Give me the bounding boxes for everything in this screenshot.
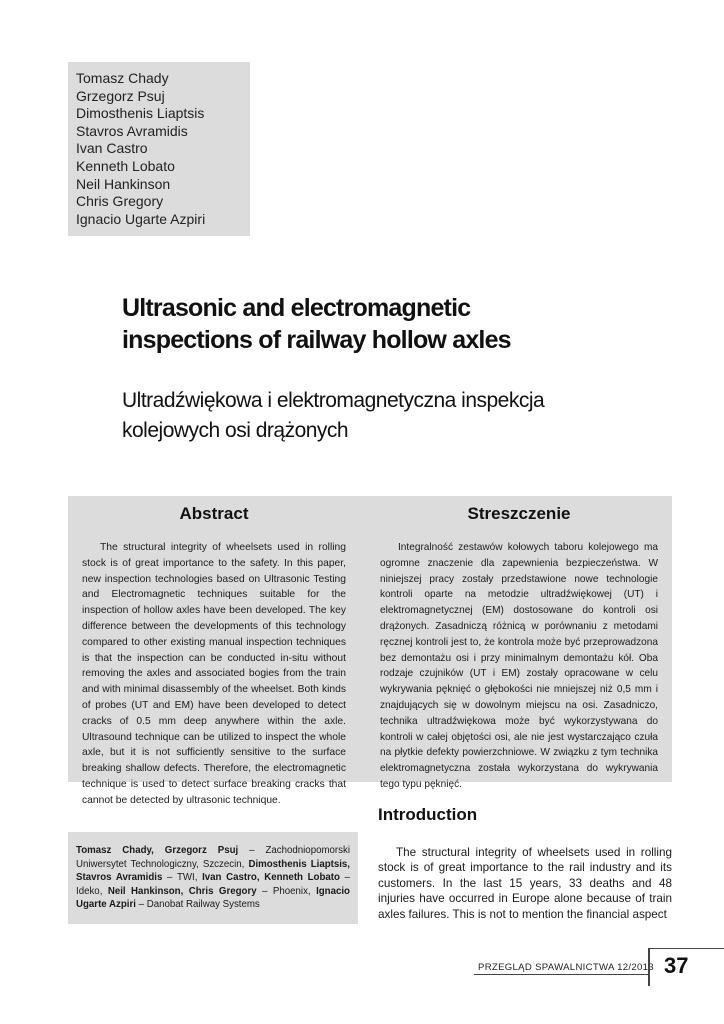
paper-title-line: Ultrasonic and electromagnetic xyxy=(122,294,471,322)
author-name: Ignacio Ugarte Azpiri xyxy=(76,210,206,227)
author-name: Chris Gregory xyxy=(76,193,164,210)
paper-title-polish-line: kolejowych osi drążonych xyxy=(122,419,349,442)
affiliation-org: – Zachodniopomorski Uniwersytet Technologiczny, Szczecin, xyxy=(76,845,350,870)
affiliation-org: – Ideko, xyxy=(76,872,351,897)
paper-title xyxy=(122,292,682,356)
journal-name: PRZEGLĄD SPAWALNICTWA 12/2013 xyxy=(478,962,654,973)
introduction-heading: Introduction xyxy=(378,805,478,824)
abstract-heading: Abstract xyxy=(179,504,249,523)
paper-title-polish xyxy=(122,386,682,446)
author-name: Dimosthenis Liaptsis xyxy=(76,105,205,122)
author-name: Kenneth Lobato xyxy=(76,157,175,174)
author-name: Grzegorz Psuj xyxy=(76,87,165,104)
streszczenie-text: Integralność zestawów kołowych taboru kolejowego ma ogromne znaczenie dla zapewnienia bezpieczeństwa. W niniejszej pracy zostały przedstawione nowe technologie kontroli oparte na metodzie ultradźwiękowej (UT) i elektromagnetycznej (EM) dostosowane do kontroli osi drążonych. Zasadniczą różnicą w porównaniu z metodami ręcznej kontroli jest to, że kontrola może być przeprowadzona bez demontażu osi i przy minimalnym demontażu kół. Oba rodzaje czujników (UT i EM) zostały opracowane w celu wykrywania pęknięć o głębokości nie mniejszej niż 0,5 mm i znajdujących się w dowolnym miejscu na osi. Zasadniczo, technika ultradźwiękowa może być wykorzystywana do kontroli w całej objętości osi, ale nie jest wystarczająco czuła na płytkie defekty powierzchniowe. W związku z tym technika elektromagnetyczna została wykorzystana do wykrywania tego typu pęknięć. xyxy=(380,542,658,790)
affiliation-org: – Phoenix, xyxy=(256,885,317,897)
affiliation-names: Dimosthenis Liaptsis, Stavros Avramidis xyxy=(76,858,351,884)
introduction-text: The structural integrity of wheelsets used in rolling stock is of great importance to the rail industry and its customers. In the last 15 years, 33 deaths and 48 injuries have occurred in Europe alone because of train axles failures. This is not to mention the financial aspect xyxy=(378,846,672,921)
footer-divider xyxy=(474,974,648,975)
author-name: Neil Hankinson xyxy=(76,175,171,192)
abstract-text: The structural integrity of wheelsets used in rolling stock is of great importance to the safety. In this paper, new inspection technologies based on Ultrasonic Testing and Electromagnetic techniques suitable for the inspection of hollow axles have been developed. The key difference between the developments of this technology compared to other existing manual inspection techniques is that the inspection can be conducted in-situ without removing the axles and associated bogies from the train and with minimal disassembly of the wheelset. Both kinds of probes (UT and EM) have been developed to detect cracks of 0.5 mm deep anywhere within the axle. Ultrasound technique can be utilized to inspect the whole axle, but it is not sufficiently sensitive to the surface breaking shallow defects. Therefore, the electromagnetic technique is used to detect surface breaking cracks that cannot be detected by ultrasonic technique. xyxy=(82,542,346,806)
streszczenie-heading: Streszczenie xyxy=(467,504,571,523)
affiliation-org: – Danobat Railway Systems xyxy=(135,899,260,911)
author-name: Stavros Avramidis xyxy=(76,122,188,139)
paper-title-polish-line: Ultradźwiękowa i elektromagnetyczna inspekcja xyxy=(122,389,545,412)
author-name: Tomasz Chady xyxy=(76,70,169,86)
author-name: Ivan Castro xyxy=(76,140,148,157)
affiliation-org: – TWI, xyxy=(162,872,203,884)
affiliation-names: Ivan Castro, Kenneth Lobato xyxy=(202,872,340,884)
abstract-box xyxy=(68,496,672,806)
page-number: 37 xyxy=(664,953,689,978)
affiliations-box xyxy=(68,832,358,924)
paper-title-line: inspections of railway hollow axles xyxy=(122,326,511,354)
affiliation-names: Neil Hankinson, Chris Gregory xyxy=(107,885,257,897)
affiliation-names: Ignacio Ugarte Azpiri xyxy=(76,885,350,911)
affiliation-names: Tomasz Chady, Grzegorz Psuj xyxy=(76,845,239,856)
authors-box xyxy=(68,62,250,236)
